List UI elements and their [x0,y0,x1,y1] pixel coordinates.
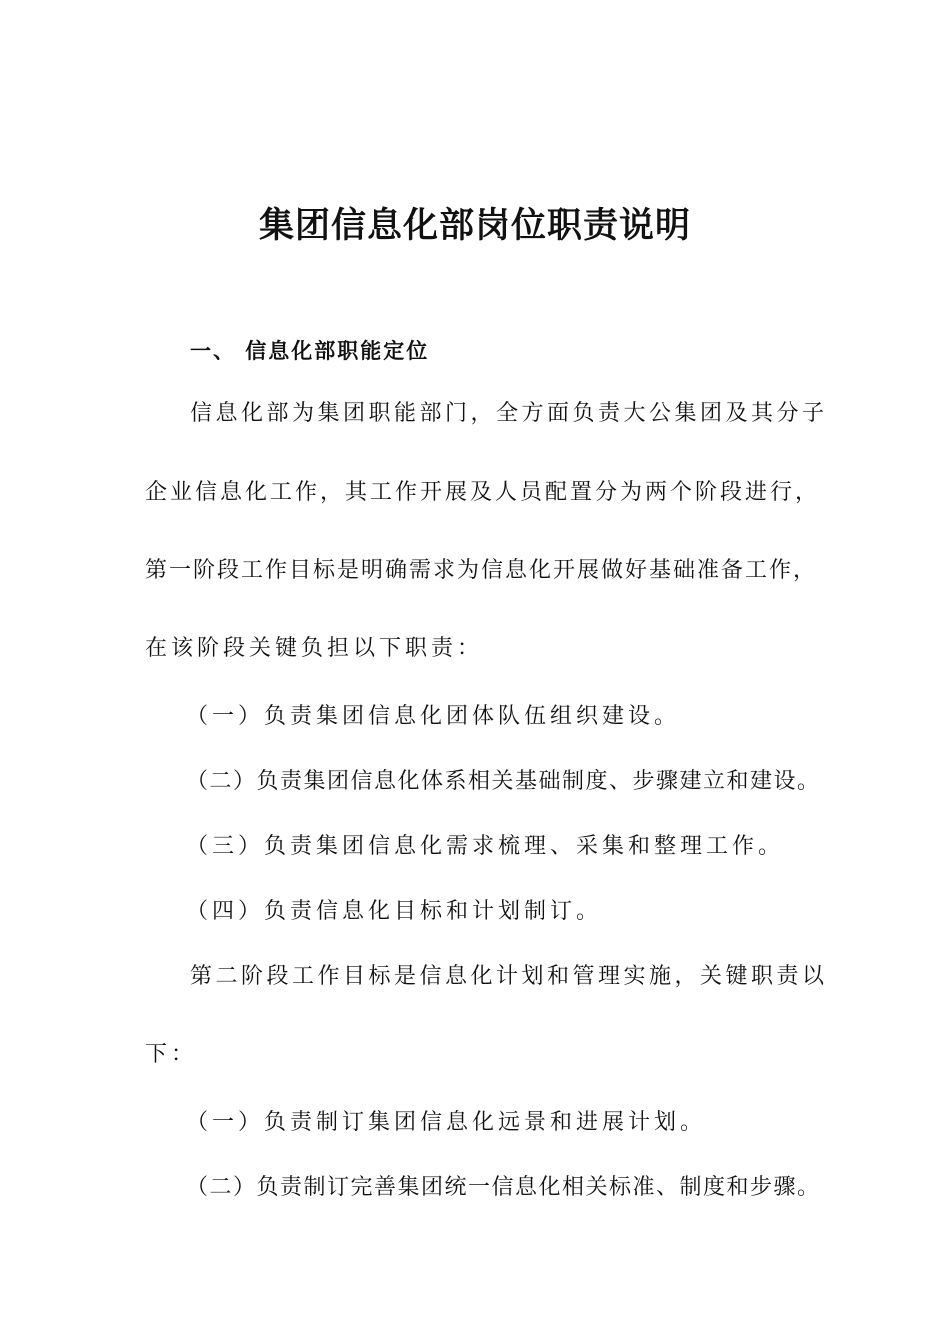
paragraph-line: 第一阶段工作目标是明确需求为信息化开展做好基础准备工作， [145,558,818,583]
list-item: （四）负责信息化目标和计划制订。 [186,899,603,924]
document-title: 集团信息化部岗位职责说明 [258,206,691,246]
paragraph-line: 企业信息化工作，其工作开展及人员配置分为两个阶段进行， [145,480,821,505]
list-item: （一）负责制订集团信息化远景和进展计划。 [186,1110,707,1135]
paragraph-line: 信息化部为集团职能部门，全方面负责大公集团及其分子 [190,401,828,426]
section-heading: 一、 信息化部职能定位 [190,339,430,363]
paragraph-line: 下： [145,1042,198,1067]
list-item: （二）负责集团信息化体系相关基础制度、步骤建立和建设。 [186,769,821,794]
paragraph-line: 在该阶段关键负担以下职责： [145,636,484,661]
list-item: （三）负责集团信息化需求梳理、采集和整理工作。 [186,834,785,859]
list-item: （一）负责集团信息化团体队伍组织建设。 [186,704,681,729]
paragraph-line: 第二阶段工作目标是信息化计划和管理实施，关键职责以 [190,964,828,989]
list-item: （二）负责制订完善集团统一信息化相关标准、制度和步骤。 [186,1175,821,1200]
